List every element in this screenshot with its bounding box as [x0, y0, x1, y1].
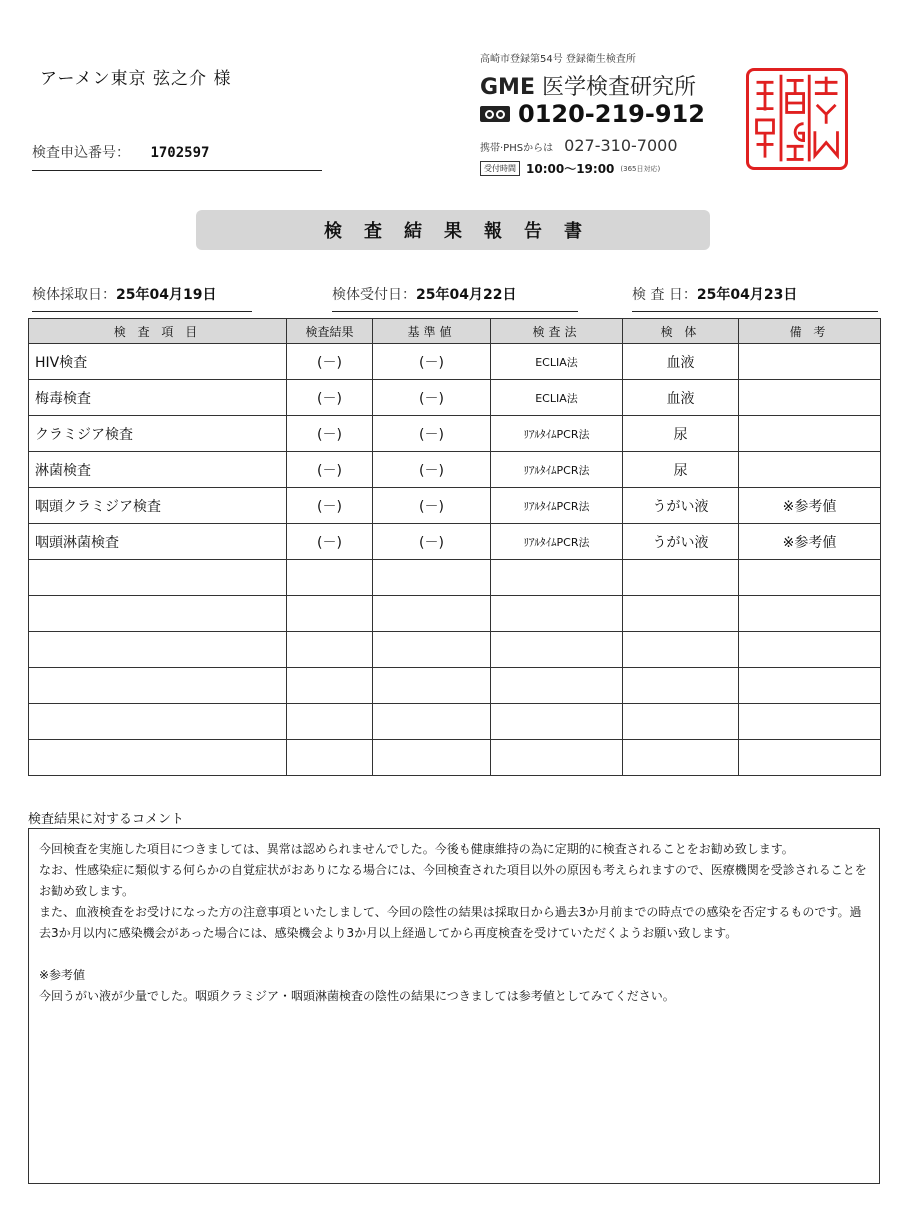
cell-result: (－): [287, 416, 373, 452]
lab-name: [480, 70, 696, 101]
lab-registration: 高崎市登録第54号 登録衛生検査所: [480, 54, 636, 65]
cell-item: 梅毒検査: [29, 380, 287, 416]
cell-specimen: 血液: [623, 344, 739, 380]
cell-result: (－): [287, 380, 373, 416]
test-date: [632, 284, 878, 312]
cell-note: [739, 416, 881, 452]
received-date-label: 検体受付日：: [332, 287, 416, 303]
cell-item: 咽頭クラミジア検査: [29, 488, 287, 524]
cell-note: [739, 344, 881, 380]
cell-reference: (－): [373, 452, 491, 488]
comments-title: 検査結果に対するコメント: [28, 812, 185, 827]
received-date: [332, 284, 578, 312]
comments-box: [28, 828, 880, 1184]
cell-method: ECLIA法: [491, 380, 623, 416]
report-title: 検査結果報告書: [196, 210, 710, 250]
cell-reference: (－): [373, 344, 491, 380]
reception-hours: [480, 160, 660, 177]
lab-name-prefix: GME: [480, 75, 535, 100]
cell-method: ﾘｱﾙﾀｲﾑPCR法: [491, 524, 623, 560]
cell-result: (－): [287, 344, 373, 380]
header-specimen: 検 体: [623, 319, 739, 344]
lab-name-suffix: 医学検査研究所: [541, 75, 696, 100]
cell-reference: (－): [373, 488, 491, 524]
cell-method: ﾘｱﾙﾀｲﾑPCR法: [491, 452, 623, 488]
cell-specimen: 尿: [623, 452, 739, 488]
results-table: [28, 318, 881, 776]
collection-date: [32, 284, 252, 312]
cell-note: ※参考値: [739, 488, 881, 524]
free-dial-icon: [480, 106, 510, 122]
mobile-phone-number: 027-310-7000: [564, 136, 678, 155]
cell-note: [739, 380, 881, 416]
comment-paragraph-1: 今回検査を実施した項目につきましては、異常は認められませんでした。今後も健康維持の為に定期的に検査されることをお勧め致します。: [39, 842, 794, 856]
cell-specimen: 血液: [623, 380, 739, 416]
header-method: 検査法: [491, 319, 623, 344]
collection-date-label: 検体採取日：: [32, 287, 116, 303]
free-dial-number: 0120-219-912: [518, 100, 705, 128]
cell-reference: (－): [373, 380, 491, 416]
comment-paragraph-2: なお、性感染症に類似する何らかの自覚症状がおありになる場合には、今回検査された項目以外の原因も考えられますので、医療機関を受診されることをお勧め致します。: [39, 863, 867, 898]
table-row: [29, 344, 881, 380]
cell-method: ﾘｱﾙﾀｲﾑPCR法: [491, 488, 623, 524]
comment-paragraph-3: また、血液検査をお受けになった方の注意事項といたしまして、今回の陰性の結果は採取日から過去3か月前までの時点での感染を否定するものです。過去3か月以内に感染機会があった場合には、感染機会より3か月以上経過してから再度検査を受けていただくようお願い致します。: [39, 905, 862, 940]
recipient-name: アーメン東京 弦之介 様: [40, 69, 232, 89]
cell-specimen: 尿: [623, 416, 739, 452]
header-reference: 基準値: [373, 319, 491, 344]
header-note: 備 考: [739, 319, 881, 344]
header-item: 検 査 項 目: [29, 319, 287, 344]
header-result: 検査結果: [287, 319, 373, 344]
free-dial: [480, 100, 705, 128]
empty-row: [29, 596, 881, 632]
table-row: [29, 452, 881, 488]
cell-method: ﾘｱﾙﾀｲﾑPCR法: [491, 416, 623, 452]
collection-date-value: 25年04月19日: [116, 287, 217, 303]
empty-row: [29, 740, 881, 776]
reference-note-text: 今回うがい液が少量でした。咽頭クラミジア・咽頭淋菌検査の陰性の結果につきましては参考値としてみてください。: [39, 989, 675, 1003]
table-row: [29, 380, 881, 416]
empty-row: [29, 704, 881, 740]
cell-specimen: うがい液: [623, 488, 739, 524]
test-date-label: 検 査 日：: [632, 287, 697, 303]
application-number-line: [32, 142, 322, 171]
company-seal-icon: [746, 68, 848, 170]
empty-row: [29, 632, 881, 668]
cell-item: 咽頭淋菌検査: [29, 524, 287, 560]
mobile-phone: [480, 136, 678, 155]
application-number-value: 1702597: [150, 145, 210, 161]
reference-note-title: ※参考値: [39, 968, 86, 982]
reception-hours-badge: 受付時間: [480, 161, 520, 176]
cell-method: ECLIA法: [491, 344, 623, 380]
cell-result: (－): [287, 524, 373, 560]
table-row: [29, 524, 881, 560]
cell-result: (－): [287, 452, 373, 488]
cell-result: (－): [287, 488, 373, 524]
cell-reference: (－): [373, 416, 491, 452]
cell-item: クラミジア検査: [29, 416, 287, 452]
empty-row: [29, 560, 881, 596]
cell-item: HIV検査: [29, 344, 287, 380]
cell-note: ※参考値: [739, 524, 881, 560]
cell-note: [739, 452, 881, 488]
received-date-value: 25年04月22日: [416, 287, 517, 303]
cell-item: 淋菌検査: [29, 452, 287, 488]
table-row: [29, 488, 881, 524]
test-date-value: 25年04月23日: [696, 287, 798, 303]
table-row: [29, 416, 881, 452]
table-header-row: [29, 319, 881, 344]
reception-hours-note: (365日対応): [620, 164, 661, 173]
reception-hours-value: 10:00〜19:00: [526, 162, 615, 176]
cell-reference: (－): [373, 524, 491, 560]
mobile-phone-label: 携帯·PHSからは: [480, 143, 554, 154]
cell-specimen: うがい液: [623, 524, 739, 560]
application-number-label: 検査申込番号：: [32, 145, 130, 161]
empty-row: [29, 668, 881, 704]
